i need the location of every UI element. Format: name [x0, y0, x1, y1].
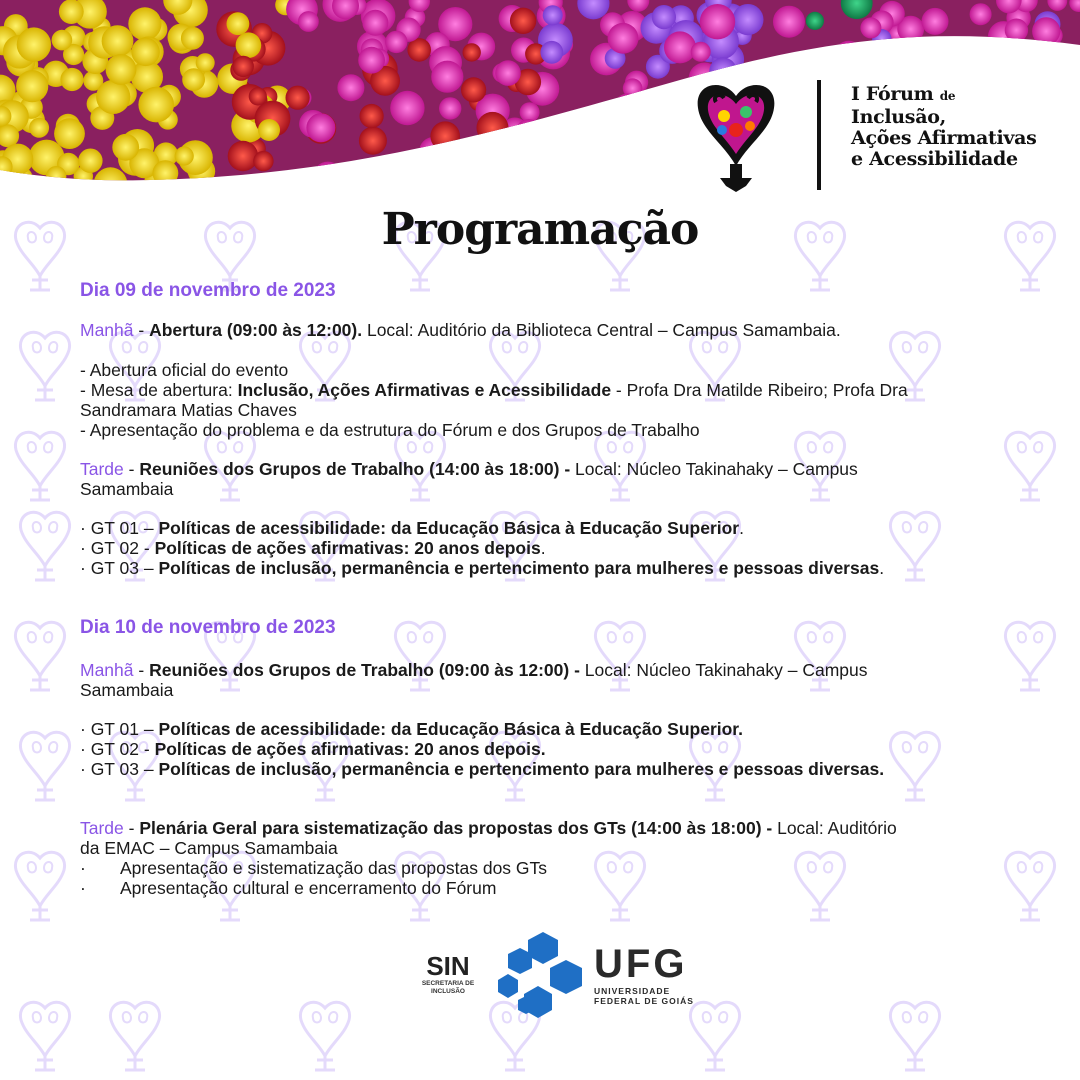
day1-morning: Manhã - Abertura (09:00 às 12:00). Local: Auditório da Biblioteca Central – Campus Samambaia.: [80, 320, 841, 340]
logo-divider: [817, 80, 821, 190]
ufg-subtitle: UNIVERSIDADE FEDERAL DE GOIÁS: [594, 986, 694, 1006]
day1-afternoon: Tarde - Reuniões dos Grupos de Trabalho (14:00 às 18:00) - Local: Núcleo Takinahaky – Campus Samambaia: [80, 459, 858, 499]
day1-morning-items: - Abertura oficial do evento - Mesa de abertura: Inclusão, Ações Afirmativas e Acessibilidade - Profa Dra Matilde Ribeiro; Profa Dra Sandramara Matias Chaves - Apresentação do problema e da estrutura do Fórum e dos Grupos de Trabalho: [80, 360, 908, 440]
ufg-wordmark: UFG: [594, 942, 688, 986]
list-item: · GT 01 – Políticas de acessibilidade: da Educação Básica à Educação Superior.: [80, 719, 744, 739]
day1-date: Dia 09 de novembro de 2023: [80, 280, 336, 301]
forum-title: I Fórum de Inclusão, Ações Afirmativas e Acessibilidade: [851, 83, 1037, 170]
sin-logo: SIN SECRETARIA DE INCLUSÃO: [421, 951, 475, 995]
day2-date: Dia 10 de novembro de 2023: [80, 617, 336, 638]
day2-afternoon: Tarde - Plenária Geral para sistematização das propostas dos GTs (14:00 às 18:00) - Local: Auditório da EMAC – Campus Samambaia · Apresentação e sistematização das propostas dos GTs · Apresentação cultural e encerramento do Fórum: [80, 818, 1040, 898]
list-item: · GT 03 – Políticas de inclusão, permanência e pertencimento para mulheres e pessoas diversas.: [80, 558, 885, 578]
ufg-hexagon-logo: [498, 930, 588, 1020]
day2-morning: Manhã - Reuniões dos Grupos de Trabalho (09:00 às 12:00) - Local: Núcleo Takinahaky – Campus Samambaia: [80, 660, 868, 700]
page-title: Programação: [381, 204, 699, 255]
list-item: · GT 01 – Políticas de acessibilidade: da Educação Básica à Educação Superior.: [80, 518, 744, 538]
list-item: · Apresentação e sistematização das propostas dos GTs: [80, 858, 548, 878]
forum-heart-logo: [690, 74, 782, 194]
list-item: · Apresentação cultural e encerramento do Fórum: [80, 878, 497, 898]
list-item: · GT 02 - Políticas de ações afirmativas: 20 anos depois.: [80, 538, 546, 558]
day1-gt-list: [80, 518, 1040, 578]
list-item: · GT 03 – Políticas de inclusão, permanência e pertencimento para mulheres e pessoas diversas.: [80, 759, 885, 779]
day2-gt-list: [80, 719, 1040, 779]
list-item: · GT 02 - Políticas de ações afirmativas: 20 anos depois.: [80, 739, 546, 759]
